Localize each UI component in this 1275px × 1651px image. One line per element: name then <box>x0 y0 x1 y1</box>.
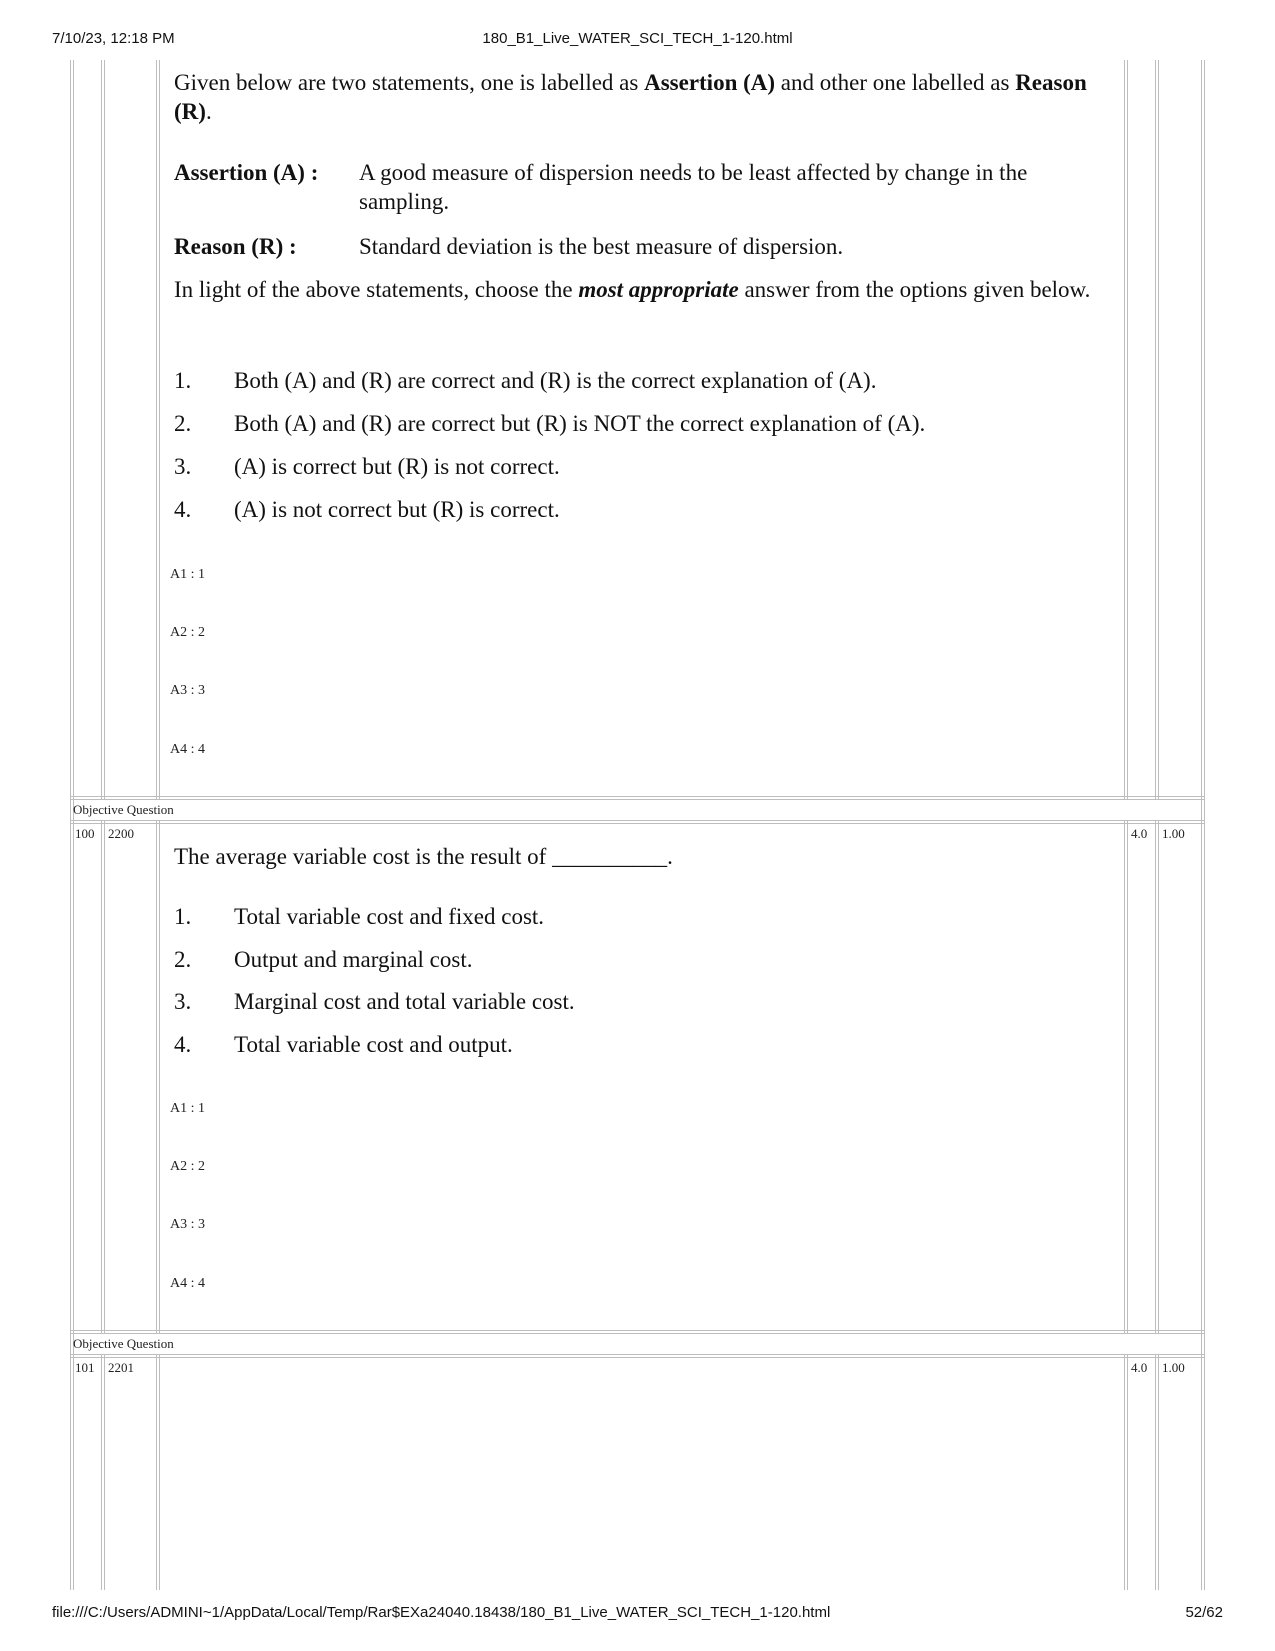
question-text: The average variable cost is the result of __________. <box>174 844 673 869</box>
marks: 4.0 <box>1131 826 1148 841</box>
reason-label: Reason (R) : <box>174 234 297 259</box>
answer-key-4: A4 : 4 <box>170 742 205 757</box>
section-label: Objective Question <box>73 802 174 817</box>
answer-key-3: A3 : 3 <box>170 683 205 698</box>
section-label: Objective Question <box>73 1336 174 1351</box>
answer-key-2: A2 : 2 <box>170 1159 205 1174</box>
assertion-text: A good measure of dispersion needs to be least affected by change in the sampling. <box>359 160 1028 214</box>
negative-marks: 1.00 <box>1162 1360 1185 1375</box>
reason-text: Standard deviation is the best measure of dispersion. <box>359 234 844 259</box>
assertion-label: Assertion (A) : <box>174 160 319 185</box>
answer-key-1: A1 : 1 <box>170 1101 205 1116</box>
question-id: 2201 <box>108 1360 134 1375</box>
serial-number: 100 <box>75 826 95 841</box>
answer-key-1: A1 : 1 <box>170 567 205 582</box>
print-datetime: 7/10/23, 12:18 PM <box>52 30 175 47</box>
file-path: file:///C:/Users/ADMINI~1/AppData/Local/Temp/Rar$EXa24040.18438/180_B1_Live_WATER_SCI_TECH_1-120.html <box>52 1604 831 1621</box>
assertion-statement <box>174 158 1104 218</box>
negative-marks: 1.00 <box>1162 826 1185 841</box>
answer-key-3: A3 : 3 <box>170 1217 205 1232</box>
reason-statement <box>174 232 1104 262</box>
marks: 4.0 <box>1131 1360 1148 1375</box>
answer-key-4: A4 : 4 <box>170 1276 205 1291</box>
question-intro: Given below are two statements, one is labelled as Assertion (A) and other one labelled as Reason (R). <box>174 70 1087 124</box>
document-title: 180_B1_Live_WATER_SCI_TECH_1-120.html <box>482 30 793 47</box>
answer-key-2: A2 : 2 <box>170 625 205 640</box>
serial-number: 101 <box>75 1360 95 1375</box>
page-number: 52/62 <box>1185 1604 1223 1621</box>
question-instruction: In light of the above statements, choose the most appropriate answer from the options given below. <box>174 277 1091 302</box>
question-id: 2200 <box>108 826 134 841</box>
